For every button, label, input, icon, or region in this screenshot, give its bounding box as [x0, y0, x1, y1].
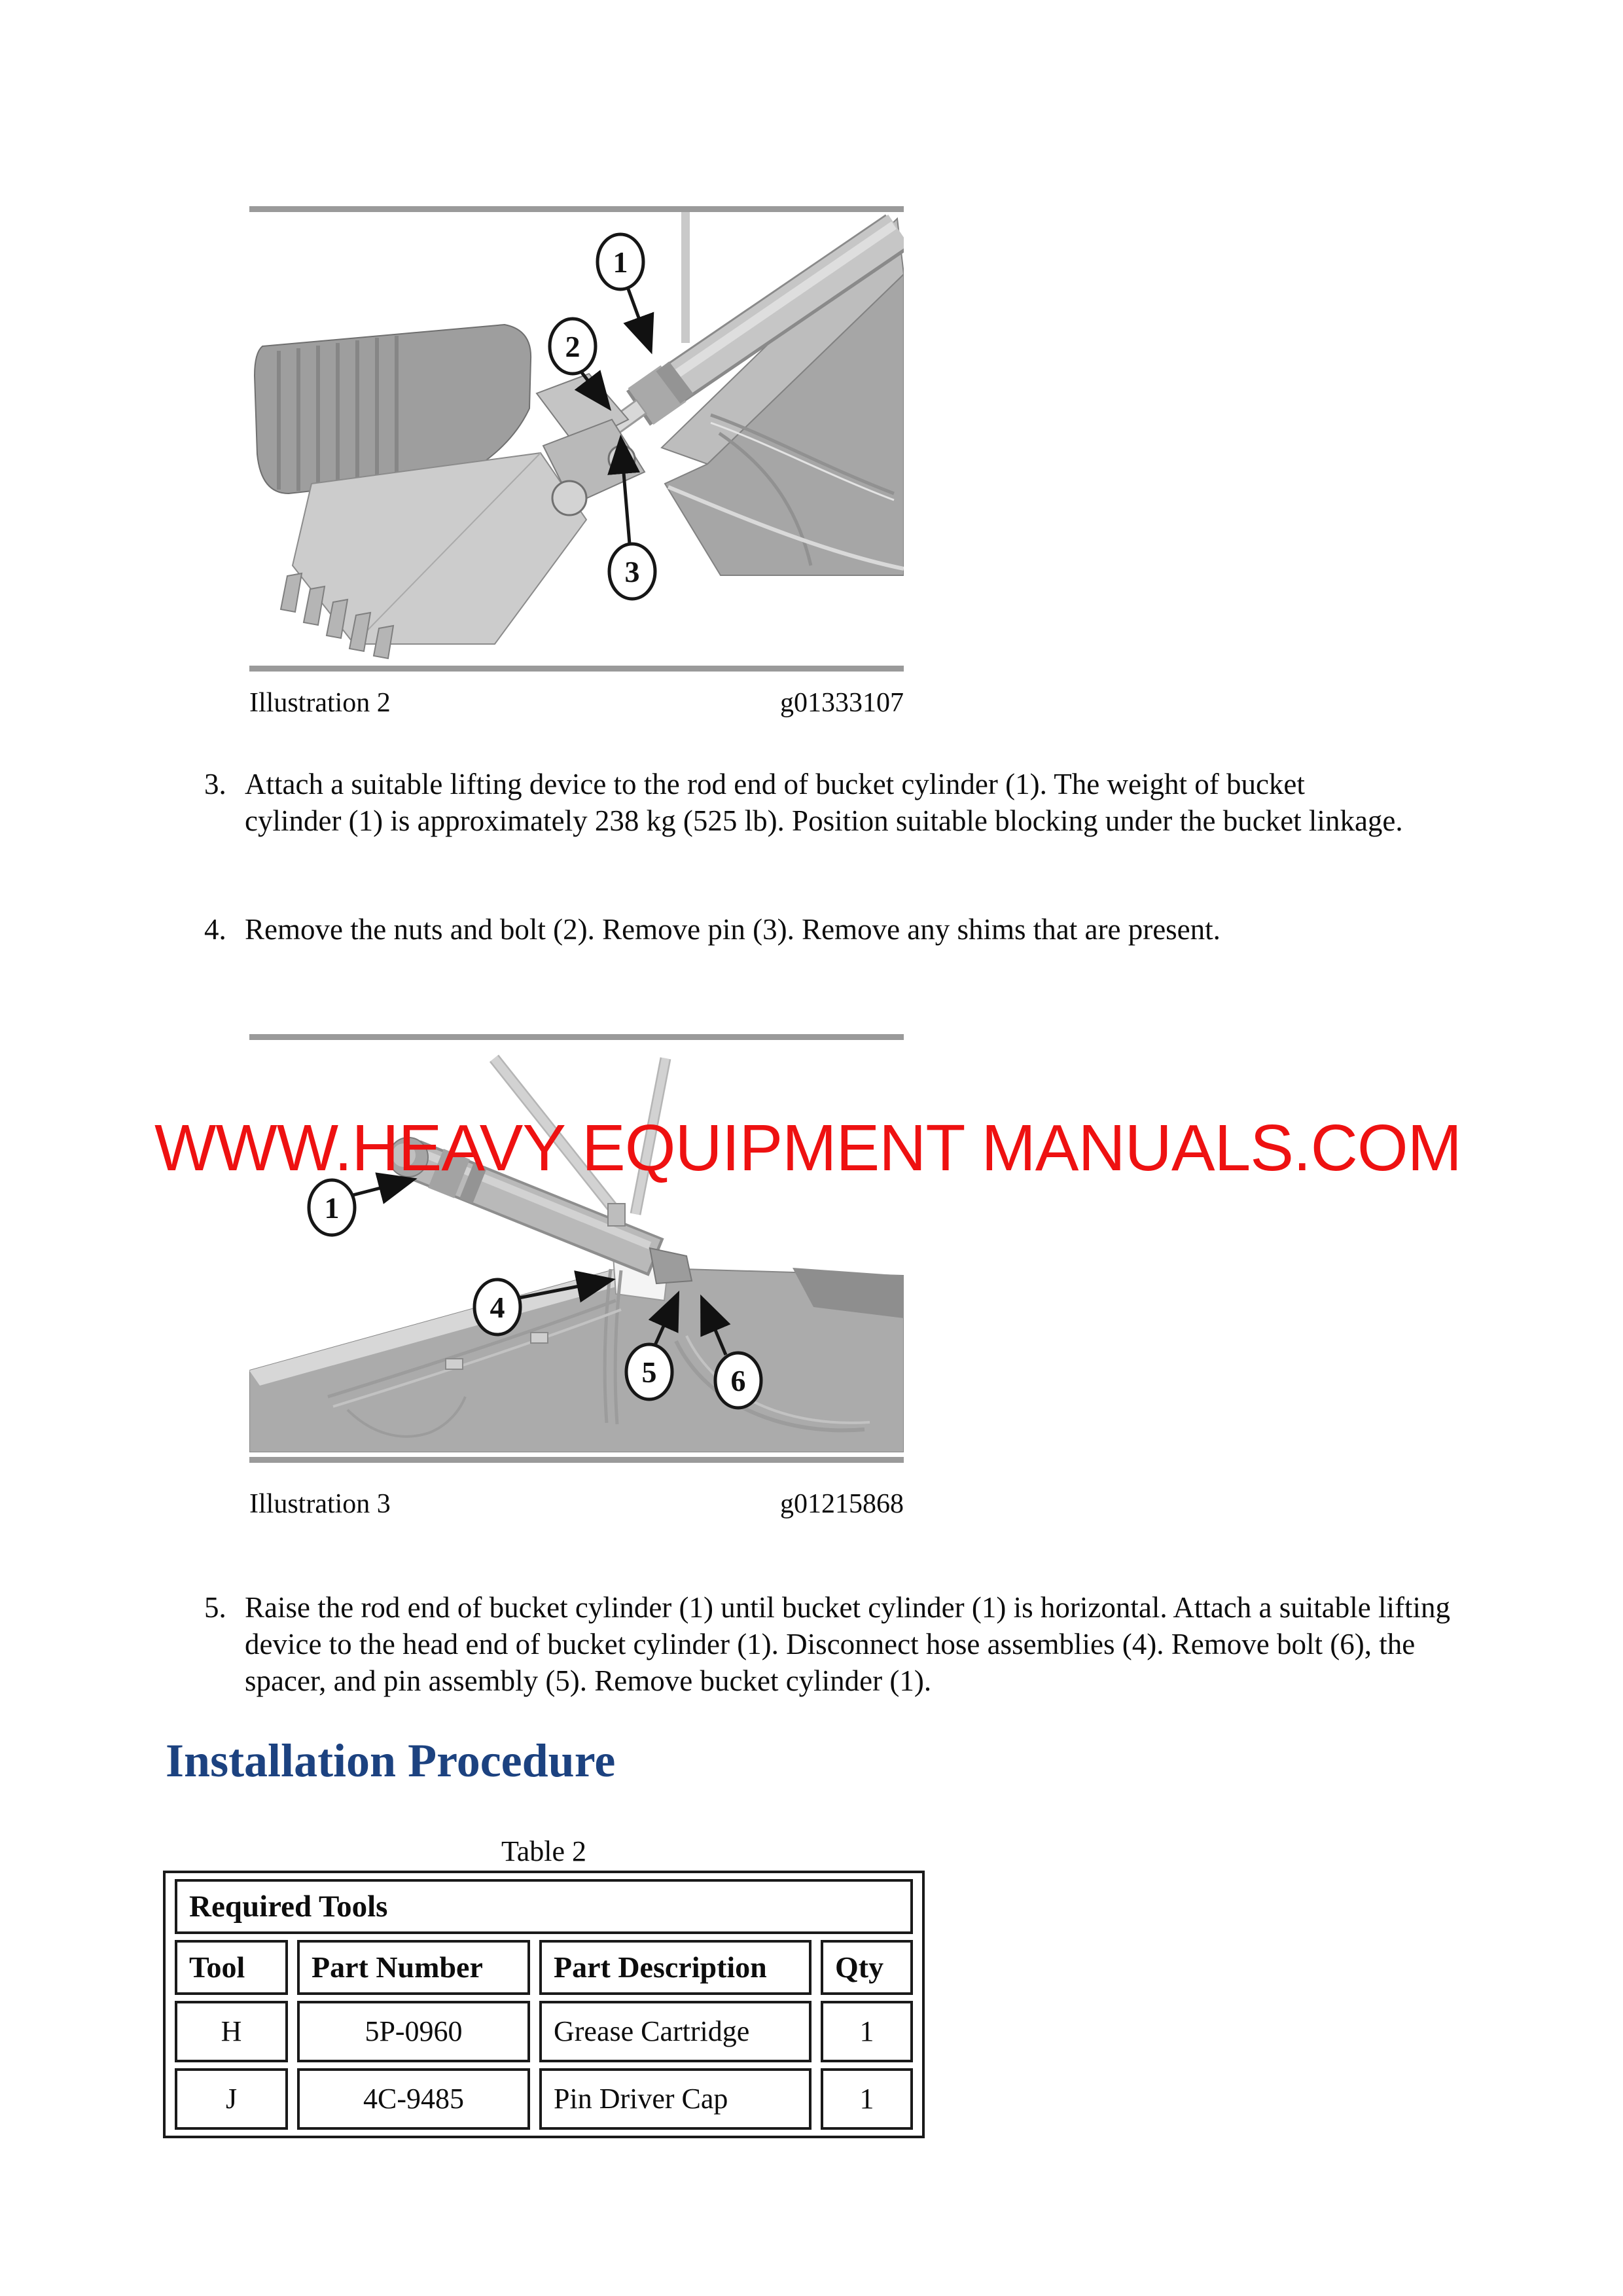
cell-tool: J	[175, 2068, 288, 2130]
callout-2-number: 2	[565, 330, 580, 363]
step-text: Attach a suitable lifting device to the rod end of bucket cylinder (1). The weight of bucket cylinder (1) is approximately 238 kg (525 lb). Position suitable blocking under the bucket linkage.	[245, 768, 1403, 837]
callout-4-number: 4	[490, 1291, 505, 1324]
table-title-cell: Required Tools	[175, 1879, 913, 1934]
hose-fitting	[531, 1333, 548, 1343]
cell-part-number: 4C-9485	[297, 2068, 530, 2130]
step-text: Remove the nuts and bolt (2). Remove pin (3). Remove any shims that are present.	[245, 913, 1221, 946]
figure-1-caption	[249, 687, 904, 719]
table-header-row	[175, 1940, 913, 1995]
step-text: Raise the rod end of bucket cylinder (1) until bucket cylinder (1) is horizontal. Attach a suitable lifting device to the head end of bucket cylinder (1). Disconnect hose assemblies (4). Remove bolt (6), the spacer, and pin assembly (5). Remove bucket cylinder (1).	[245, 1591, 1450, 1697]
callout-1-number: 1	[324, 1191, 340, 1225]
cell-qty: 1	[821, 2068, 913, 2130]
illustration-3-drawing	[249, 1040, 904, 1452]
bucket-striations	[279, 336, 397, 491]
cell-qty: 1	[821, 2001, 913, 2062]
cell-tool: H	[175, 2001, 288, 2062]
figure-illustration-3	[249, 1034, 904, 1463]
step-item-5	[204, 1589, 1455, 1699]
cell-part-number: 5P-0960	[297, 2001, 530, 2062]
required-tools-table	[163, 1871, 925, 2138]
column-header-qty: Qty	[821, 1940, 913, 1995]
cylinder-ring-shape	[668, 378, 681, 387]
callout-3-number: 3	[624, 555, 640, 588]
callout-5-number: 5	[641, 1355, 657, 1389]
column-header-part-number: Part Number	[297, 1940, 530, 1995]
cylinder-mount-shape	[650, 1248, 692, 1283]
cell-part-description: Grease Cartridge	[539, 2001, 812, 2062]
step-item-4	[204, 911, 1408, 948]
callout-6-number: 6	[730, 1364, 746, 1397]
figure-illustration-2	[249, 206, 904, 672]
callout-1-number: 1	[613, 245, 628, 279]
table-row	[175, 2068, 913, 2130]
section-heading: Installation Procedure	[166, 1734, 616, 1787]
figure-caption-label: Illustration 2	[249, 688, 391, 718]
hose-fitting	[446, 1359, 463, 1369]
figure-bottom-rule	[249, 1457, 904, 1463]
step-number: 3.	[204, 768, 226, 800]
step-number: 4.	[204, 913, 226, 946]
figure-caption-code: g01333107	[780, 688, 904, 718]
lifting-cable-shape	[681, 212, 690, 343]
cell-part-description: Pin Driver Cap	[539, 2068, 812, 2130]
table-label: Table 2	[501, 1835, 587, 1867]
figure-top-rule	[249, 206, 904, 212]
column-header-part-description: Part Description	[539, 1940, 812, 1995]
step-number: 5.	[204, 1591, 226, 1624]
table-title-row	[175, 1879, 913, 1934]
figure-2-caption	[249, 1488, 904, 1520]
illustration-2-drawing	[249, 212, 904, 660]
step-item-3	[204, 766, 1408, 839]
callout-1-arrow	[628, 287, 650, 348]
figure-caption-code: g01215868	[780, 1489, 904, 1519]
column-header-tool: Tool	[175, 1940, 288, 1995]
watermark: WWW.HEAVY EQUIPMENT MANUALS.COM	[154, 1111, 1461, 1185]
table-row	[175, 2001, 913, 2062]
linkage-pin-boss	[552, 481, 586, 515]
figure-top-rule	[249, 1034, 904, 1040]
figure-bottom-rule	[249, 666, 904, 672]
figure-caption-label: Illustration 3	[249, 1489, 391, 1519]
sling-shackle-shape	[608, 1204, 625, 1226]
